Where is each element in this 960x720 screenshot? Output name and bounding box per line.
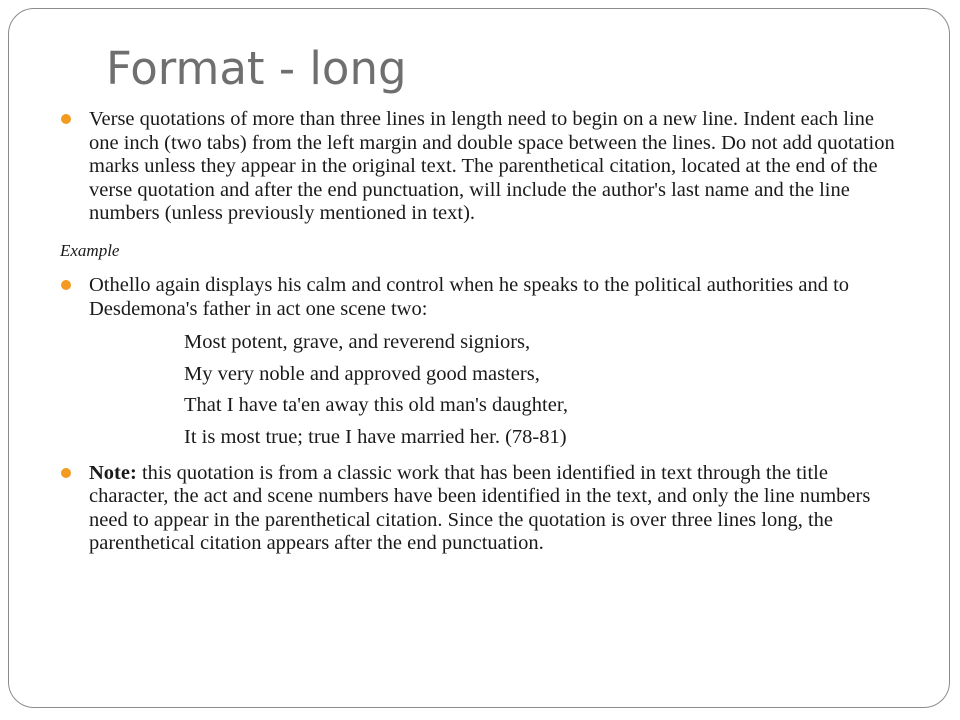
bullet-icon [61,114,71,124]
bullet-text-othello-intro: Othello again displays his calm and control when he speaks to the political authorities and to Desdemona's father in act one scene two: [89,273,850,320]
slide-title: Format - long [106,42,407,95]
note-text: this quotation is from a classic work that has been identified in text through the title character, the act and scene numbers have been identified in the text, and only the line numbers need to appear in the parenthetical citation. Since the quotation is over three lines long, the parenthetical citation appears after the end punctuation. [89,461,871,555]
bullet-text-verse-rule: Verse quotations of more than three lines in length need to begin on a new line. Indent each line one inch (two tabs) from the left margin and double space between the lines. Do not add quotation marks unless they appear in the original text. The parenthetical citation, located at the end of the verse quotation and after the end punctuation, will include the author's last name and the line numbers (unless previously mentioned in text). [89,108,895,225]
note-label: Note: [89,461,137,484]
verse-line: My very noble and approved good masters, [184,362,540,385]
bullet-icon [61,280,71,290]
bullet-item [60,274,900,450]
verse-quotation [89,331,900,449]
bullet-icon [61,468,71,478]
bullet-item [60,108,900,226]
verse-line: It is most true; true I have married her. (78-81) [184,425,567,448]
verse-line: Most potent, grave, and reverend signiors, [184,331,531,354]
slide-content [60,108,900,556]
verse-line: That I have ta'en away this old man's daughter, [184,394,568,417]
example-label: Example [60,240,120,260]
bullet-item [60,462,900,556]
